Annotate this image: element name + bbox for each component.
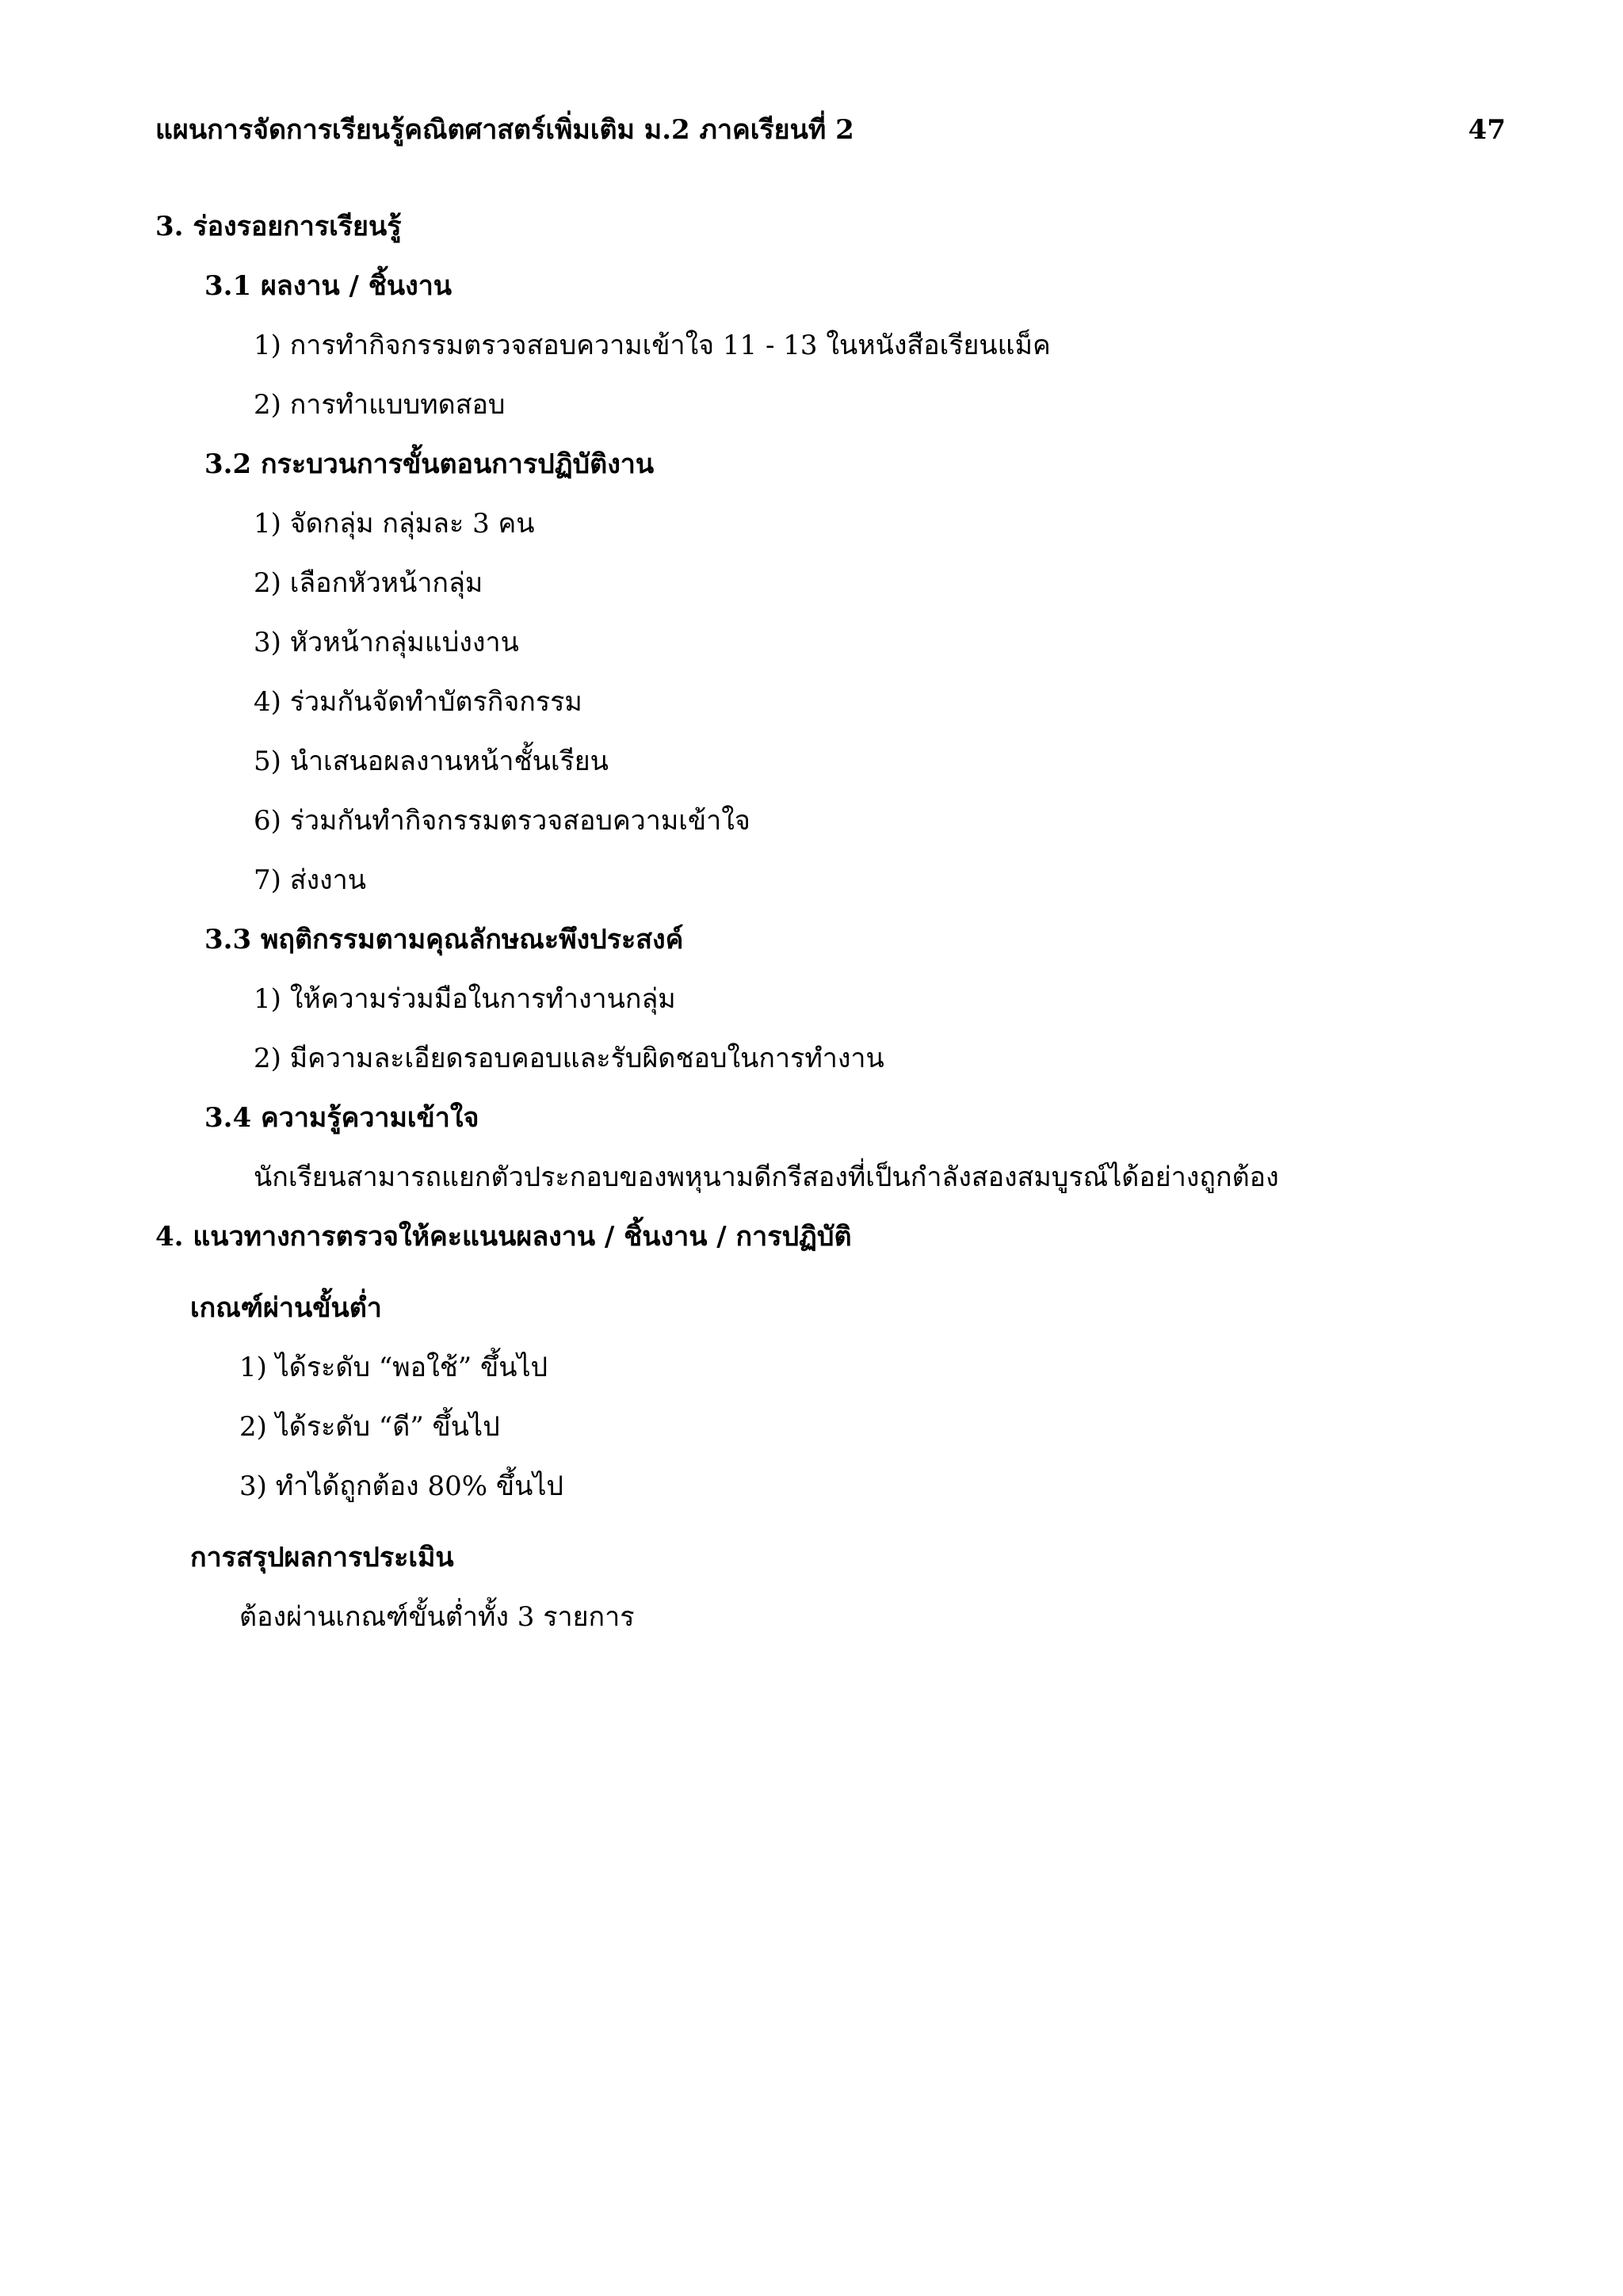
list-item: 2) การทำแบบทดสอบ xyxy=(254,389,506,421)
list-item: 4) ร่วมกันจัดทำบัตรกิจกรรม xyxy=(254,686,582,718)
list-item: 1) การทำกิจกรรมตรวจสอบความเข้าใจ 11 - 13 ในหนังสือเรียนแม็ค xyxy=(254,330,1051,361)
page-number: 47 xyxy=(1468,114,1506,146)
list-item: 1) จัดกลุ่ม กลุ่มละ 3 คน xyxy=(254,508,535,540)
list-item: 2) เลือกหัวหน้ากลุ่ม xyxy=(254,567,483,599)
criteria-item: 3) ทำได้ถูกต้อง 80% ขึ้นไป xyxy=(239,1470,564,1502)
list-item: 1) ให้ความร่วมมือในการทำงานกลุ่ม xyxy=(254,983,676,1015)
section-3-4-text: นักเรียนสามารถแยกตัวประกอบของพหุนามดีกรีสองที่เป็นกำลังสองสมบูรณ์ได้อย่างถูกต้อง xyxy=(254,1161,1279,1193)
section-3-1-heading: 3.1 ผลงาน / ชิ้นงาน xyxy=(204,270,453,302)
criteria-item: 2) ได้ระดับ “ดี” ขึ้นไป xyxy=(239,1411,500,1443)
list-item: 7) ส่งงาน xyxy=(254,864,366,896)
section-4-heading: 4. แนวทางการตรวจให้คะแนนผลงาน / ชิ้นงาน / การปฏิบัติ xyxy=(155,1221,852,1253)
list-item: 2) มีความละเอียดรอบคอบและรับผิดชอบในการทำงาน xyxy=(254,1043,884,1074)
criteria-heading: เกณฑ์ผ่านขั้นต่ำ xyxy=(190,1292,382,1324)
list-item: 5) นำเสนอผลงานหน้าชั้นเรียน xyxy=(254,746,609,777)
list-item: 3) หัวหน้ากลุ่มแบ่งงาน xyxy=(254,627,519,658)
section-3-heading: 3. ร่องรอยการเรียนรู้ xyxy=(155,211,402,242)
section-3-2-heading: 3.2 กระบวนการขั้นตอนการปฏิบัติงาน xyxy=(204,448,655,480)
section-3-4-heading: 3.4 ความรู้ความเข้าใจ xyxy=(204,1102,479,1134)
list-item: 6) ร่วมกันทำกิจกรรมตรวจสอบความเข้าใจ xyxy=(254,805,750,837)
header-title: แผนการจัดการเรียนรู้คณิตศาสตร์เพิ่มเติม ม.2 ภาคเรียนที่ 2 xyxy=(155,114,854,146)
summary-text: ต้องผ่านเกณฑ์ขั้นต่ำทั้ง 3 รายการ xyxy=(239,1601,635,1633)
summary-heading: การสรุปผลการประเมิน xyxy=(190,1542,454,1573)
section-3-3-heading: 3.3 พฤติกรรมตามคุณลักษณะพึงประสงค์ xyxy=(204,924,684,955)
criteria-item: 1) ได้ระดับ “พอใช้” ขึ้นไป xyxy=(239,1352,548,1383)
